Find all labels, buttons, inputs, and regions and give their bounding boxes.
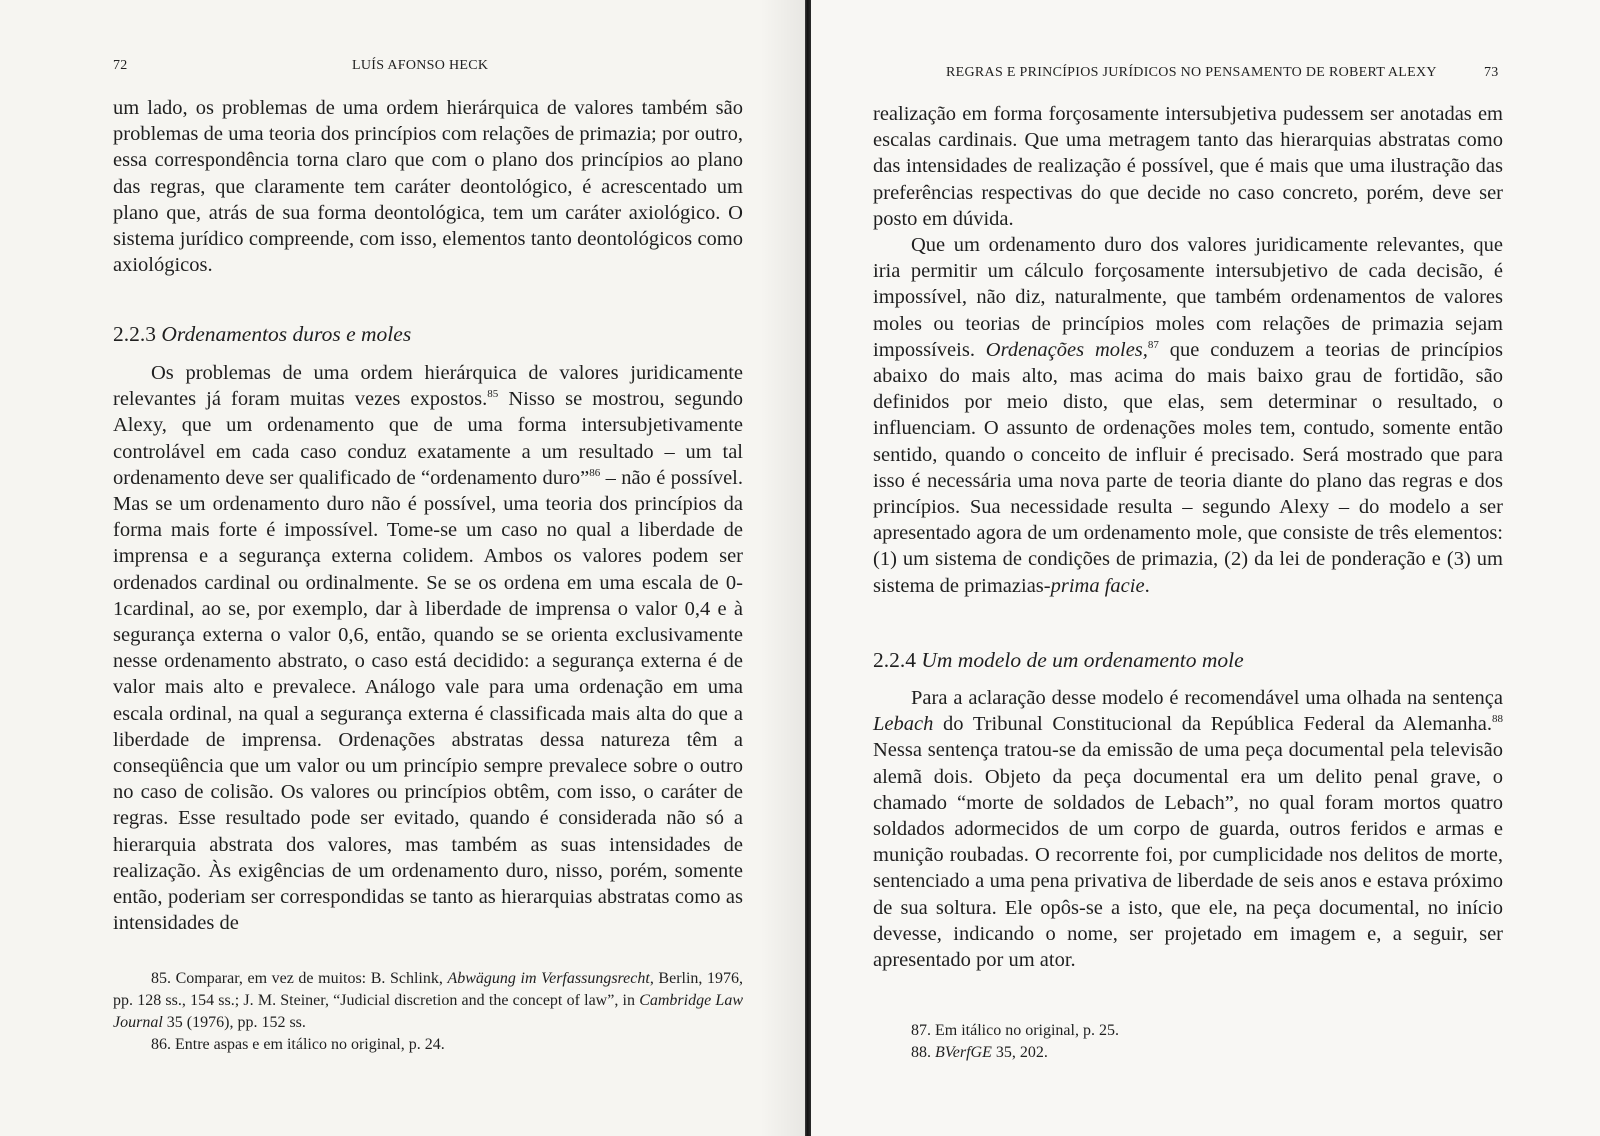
- footnote-87: 87. Em itálico no original, p. 25.: [911, 1022, 1119, 1039]
- page-number: 73: [1484, 65, 1499, 80]
- section-heading: [873, 648, 1244, 673]
- footnote-86: 86. Entre aspas e em itálico no original, p. 24.: [151, 1036, 445, 1053]
- footnote-ref[interactable]: 87: [1147, 338, 1159, 351]
- body-paragraph: Que um ordenamento duro dos valores juridicamente relevantes, que iria permitir um cálculo forçosamente intersubjetivo de cada decisão, é impossível, não diz, naturalmente, que também ordenamentos de valores moles ou teorias de princípios moles com relações de primazia sejam impossíveis. Ordenações moles,$^{87}$ que conduzem a teorias de princípios abaixo do mais alto, mas acima do mais baixo grau de fortidão, são definidos por meio disto, que elas, sem determinar o resultado, o influenciam. O assunto de ordenações moles tem, contudo, somente então sentido, quando o conceito de influir é precisado. Será mostrado que para isso é necessária uma nova parte de teoria diante do plano das regras e dos princípios. Sua necessidade resulta – segundo Alexy – do modelo a ser apresentado agora de um ordenamento mole, que consiste de três elementos: (1) um sistema de condições de primazia, (2) da lei de ponderação e (3) um sistema de primazias-prima facie.: [873, 234, 1503, 597]
- body-paragraph: Para a aclaração desse modelo é recomendável uma olhada na sentença Lebach do Tribunal Constitucional da República Federal da Alemanha.$^{88}$ Nessa sentença tratou-se da emissão de uma peça documental pela televisão alemã dois. Objeto da peça documental era um delito penal grave, o chamado “morte de soldados de Lebach”, no qual foram mortos quatro soldados adormecidos de um corpo de guarda, outros feridos e armas e munição roubadas. O recorrente foi, por cumplicidade nos delitos de morte, sentenciado a uma pena privativa de liberdade de seis anos e estava próximo de sua soltura. Ele opôs-se a isto, que ele, na peça documental, no início devesse, indicando o nome, ser projetado em imagem e, a seguir, ser apresentado por um ator.: [873, 687, 1503, 972]
- opening-paragraph: realização em forma forçosamente intersubjetiva pudessem ser anotadas em escalas cardinais. Que uma metragem tanto das hierarquias abstratas como das intensidades de realização é possível, que é mais que uma ilustração das preferências respectivas do que decide no caso concreto, porém, deve ser posto em dúvida.: [873, 103, 1503, 230]
- right-page: [811, 0, 1600, 1136]
- footnote-88: 88. BVerfGE 35, 202.: [911, 1044, 1048, 1061]
- section-title: Ordenamentos duros e moles: [161, 322, 412, 346]
- page-number: 72: [113, 58, 128, 73]
- footnote-ref[interactable]: 86: [589, 466, 601, 479]
- footnote-85: 85. Comparar, em vez de muitos: B. Schlink, Abwägung im Verfassungsrecht, Berlin, 1976, pp. 128 ss., 154 ss.; J. M. Steiner, “Judicial discretion and the concept of law”, in Cambridge Law Journal 35 (1976), pp. 152 ss.: [113, 970, 743, 1031]
- footnote-ref[interactable]: 88: [1492, 713, 1503, 726]
- section-number: 2.2.3: [113, 322, 156, 346]
- running-head: REGRAS E PRINCÍPIOS JURÍDICOS NO PENSAMENTO DE ROBERT ALEXY: [946, 65, 1437, 80]
- running-head: LUÍS AFONSO HECK: [352, 58, 489, 73]
- footnotes: [873, 1020, 1503, 1064]
- body-paragraph: Os problemas de uma ordem hierárquica de valores juridicamente relevantes já foram muitas vezes expostos.$^{85}$ Nisso se mostrou, segundo Alexy, que um ordenamento que de uma forma intersubjetivamente controlável em cada caso conduz exatamente a um resultado – um tal ordenamento deve ser qualificado de “ordenamento duro”$^{86}$ – não é possível. Mas se um ordenamento duro não é possível, uma teoria dos princípios da forma mais forte é impossível. Tome-se um caso no qual a liberdade de imprensa e a segurança externa colidem. Ambos os valores podem ser ordenados cardinal ou ordinalmente. Se se os ordena em uma escala de 0-1cardinal, ao se, por exemplo, dar à liberdade de imprensa o valor 0,4 e à segurança externa o valor 0,6, então, quando se se orienta exclusivamente nesse ordenamento abstrato, o caso está decidido: a segurança externa é de valor mais alto e prevalece. Análogo vale para uma ordenação em uma escala ordinal, na qual a segurança externa é classificada mais alta do que a liberdade de imprensa. Ordenações abstratas dessa natureza têm a conseqüência que um valor ou um princípio sempre prevalece sobre o outro no caso de colisão. Os valores ou princípios obtêm, com isso, o caráter de regras. Esse resultado pode ser evitado, quando é considerada não só a hierarquia abstrata dos valores, mas também as suas intensidades de realização. Às exigências de um ordenamento duro, nisso, porém, somente então, poderiam ser correspondidas se tanto as hierarquias abstratas como as intensidades de: [113, 362, 743, 935]
- section-title: Um modelo de um ordenamento mole: [921, 648, 1244, 672]
- section-heading: [113, 322, 411, 347]
- footnote-ref[interactable]: 85: [487, 388, 499, 401]
- gutter-shadow: [760, 0, 805, 1136]
- opening-paragraph: um lado, os problemas de uma ordem hierárquica de valores também são problemas de uma teoria dos princípios com relações de primazia; por outro, essa correspondência torna claro que com o plano dos princípios ao plano das regras, que claramente tem caráter deontológico, é acrescentado um plano que, atrás de sua forma deontológica, tem um caráter axiológico. O sistema jurídico compreende, com isso, elementos tanto deontológicos como axiológicos.: [113, 97, 743, 277]
- section-number: 2.2.4: [873, 648, 916, 672]
- footnotes: [113, 968, 743, 1056]
